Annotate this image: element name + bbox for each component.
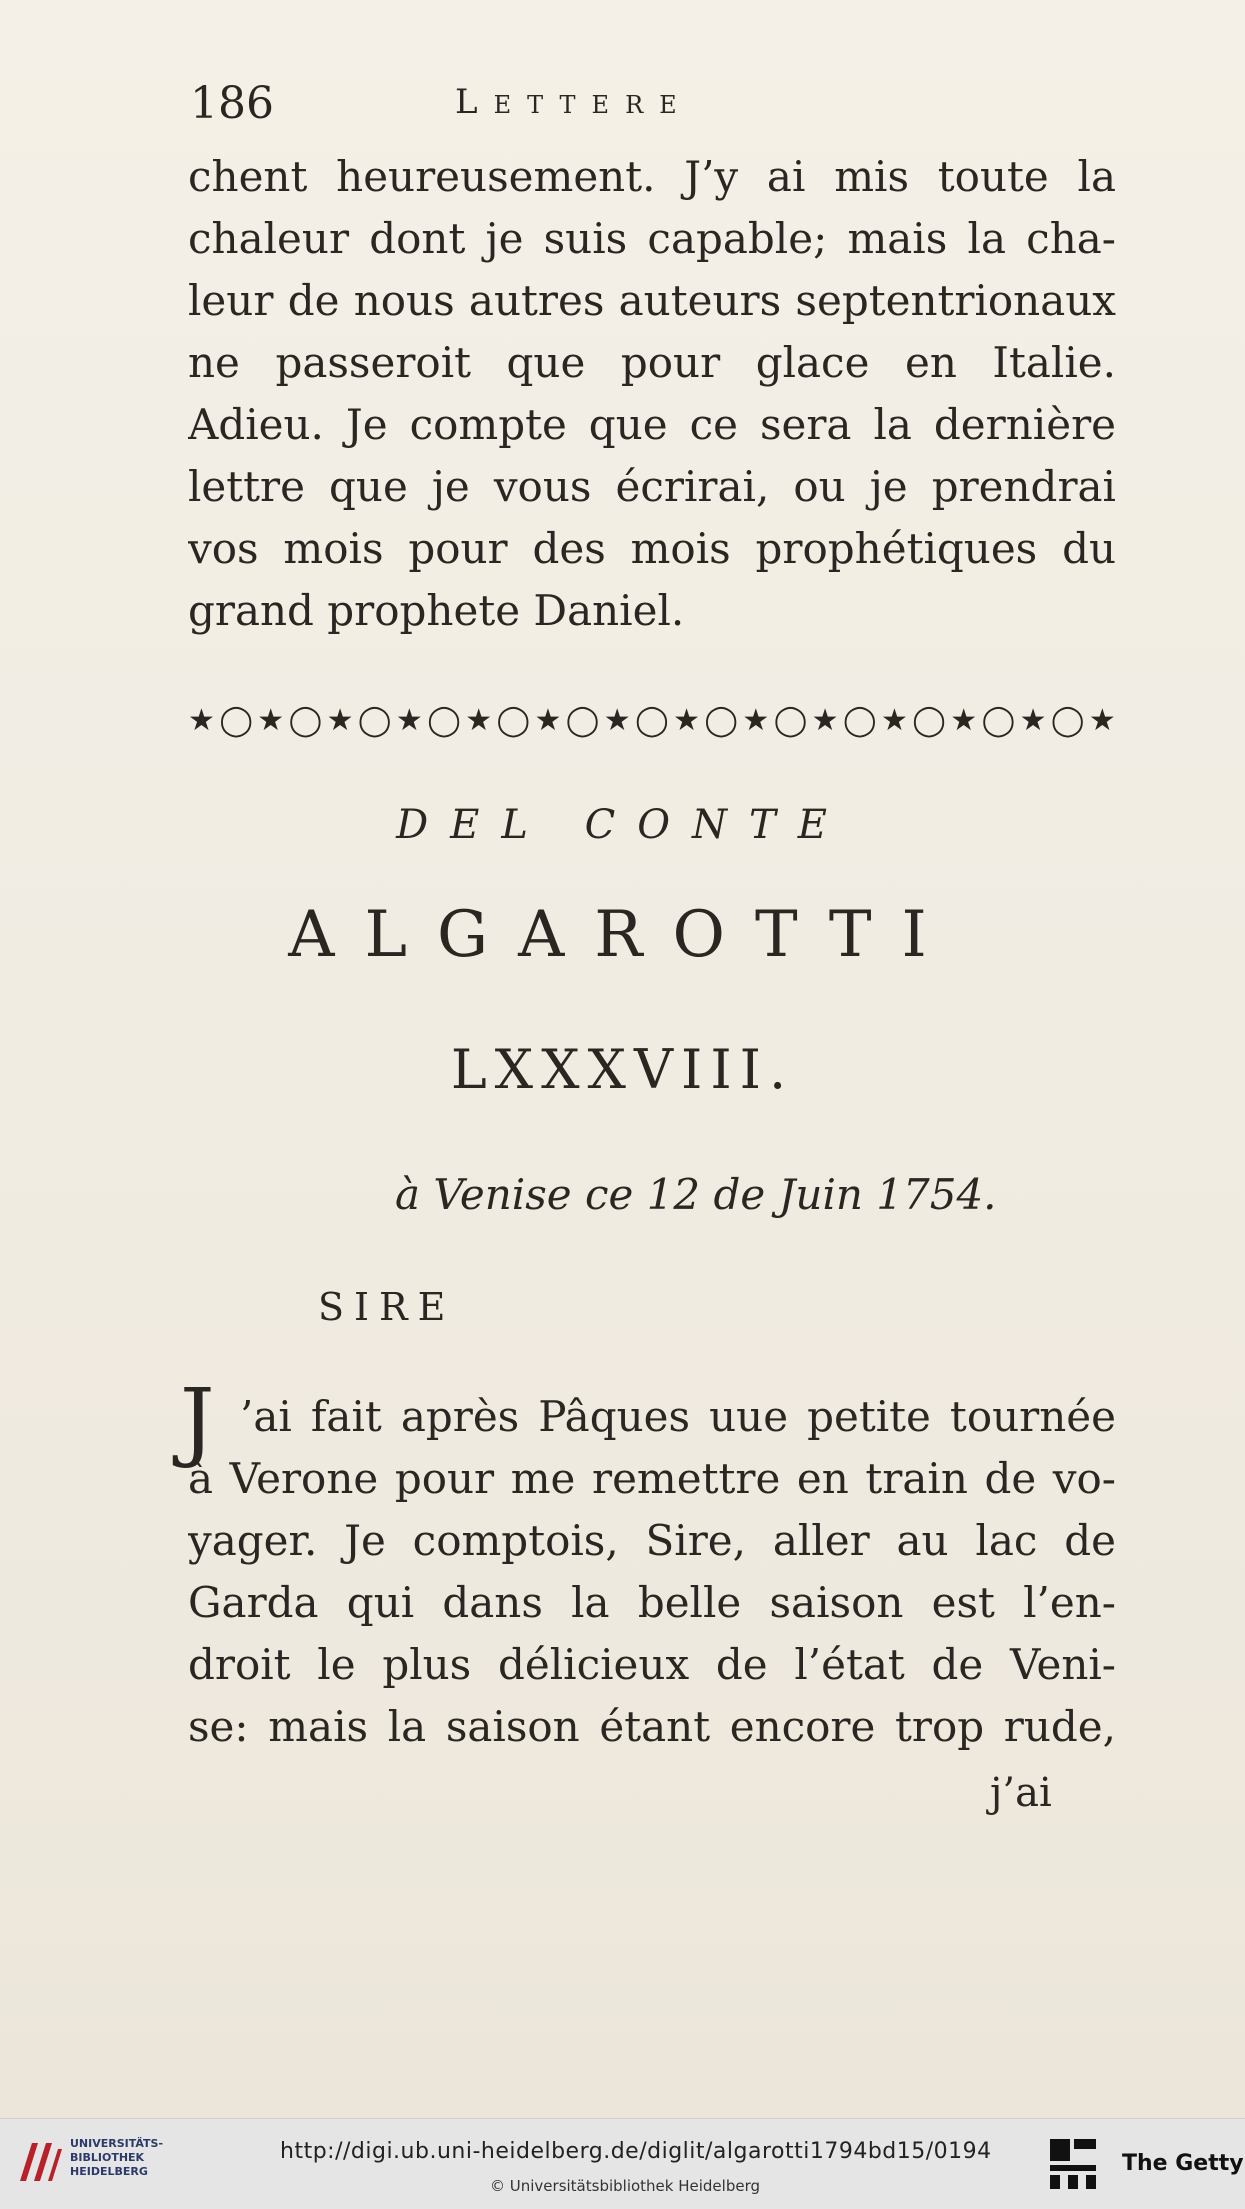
text-line: ’ai fait après Pâques uue petite tournée	[240, 1392, 1116, 1441]
star-ornament-icon: ★	[603, 702, 631, 738]
getty-logo-icon[interactable]	[1048, 2135, 1100, 2191]
oval-ornament-icon: ◯	[427, 702, 461, 738]
copyright-notice: © Universitätsbibliothek Heidelberg	[490, 2177, 761, 2195]
text-line: vos mois pour des mois prophétiques du	[188, 524, 1116, 573]
letter-number: LXXXVIII.	[450, 1038, 795, 1101]
text-line: Adieu. Je compte que ce sera la dernière	[188, 400, 1116, 449]
library-seal-icon	[14, 2135, 64, 2189]
oval-ornament-icon: ◯	[912, 702, 946, 738]
oval-ornament-icon: ◯	[357, 702, 392, 738]
star-ornament-icon: ★	[880, 702, 908, 738]
ornament-divider	[188, 702, 1116, 738]
oval-ornament-icon: ◯	[981, 702, 1016, 738]
catchword: j’ai	[990, 1770, 1052, 1816]
star-ornament-icon: ★	[395, 702, 423, 738]
star-ornament-icon: ★	[534, 702, 562, 738]
text-line: lettre que je vous écrirai, ou je prendrai	[188, 462, 1116, 511]
oval-ornament-icon: ◯	[496, 702, 531, 738]
dateline: à Venise ce 12 de Juin 1754.	[395, 1170, 997, 1219]
star-ornament-icon: ★	[742, 702, 770, 738]
running-title: Lettere	[455, 82, 693, 122]
institution-line: HEIDELBERG	[70, 2165, 148, 2178]
page-number: 186	[190, 78, 274, 129]
star-ornament-icon: ★	[1088, 702, 1116, 738]
paragraph-2	[188, 1448, 1116, 1758]
text-line: à Verone pour me remettre en train de vo-	[188, 1454, 1116, 1503]
paragraph-2-first-line	[240, 1386, 1116, 1448]
permalink-url[interactable]: http://digi.ub.uni-heidelberg.de/diglit/algarotti1794bd15/0194	[280, 2139, 992, 2164]
star-ornament-icon: ★	[1019, 702, 1047, 738]
star-ornament-icon: ★	[811, 702, 839, 738]
letter-author-prefix: DEL CONTE	[396, 802, 849, 848]
text-line: chaleur dont je suis capable; mais la cha-	[188, 214, 1116, 263]
oval-ornament-icon: ◯	[704, 702, 738, 738]
text-line: leur de nous autres auteurs septentrionaux	[188, 276, 1116, 325]
oval-ornament-icon: ◯	[842, 702, 877, 738]
page-header	[190, 78, 1130, 138]
oval-ornament-icon: ◯	[288, 702, 323, 738]
oval-ornament-icon: ◯	[635, 702, 669, 738]
star-ornament-icon: ★	[326, 702, 354, 738]
text-line: Garda qui dans la belle saison est l’en-	[188, 1578, 1116, 1627]
viewer-footer	[0, 2118, 1245, 2209]
oval-ornament-icon: ◯	[773, 702, 808, 738]
institution-line: BIBLIOTHEK	[70, 2151, 145, 2164]
partner-name[interactable]: The Getty	[1122, 2151, 1244, 2176]
star-ornament-icon: ★	[673, 702, 700, 738]
letter-author-name: ALGAROTTI	[288, 898, 957, 972]
institution-line: UNIVERSITÄTS-	[70, 2137, 164, 2150]
oval-ornament-icon: ◯	[1050, 702, 1085, 738]
star-ornament-icon: ★	[257, 702, 285, 738]
oval-ornament-icon: ◯	[565, 702, 600, 738]
text-line: ne passeroit que pour glace en Italie.	[188, 338, 1116, 387]
university-library-logo[interactable]	[14, 2133, 164, 2193]
text-line: chent heureusement. J’y ai mis toute la	[188, 152, 1116, 201]
salutation: SIRE	[318, 1285, 456, 1329]
star-ornament-icon: ★	[188, 702, 215, 738]
institution-name	[70, 2137, 163, 2179]
paragraph-1	[188, 146, 1116, 642]
text-line: grand prophete Daniel.	[188, 586, 685, 635]
text-line: yager. Je comptois, Sire, aller au lac de	[188, 1516, 1116, 1565]
text-line: se: mais la saison étant encore trop rude,	[188, 1702, 1116, 1751]
text-line: droit le plus délicieux de l’état de Veni-	[188, 1640, 1116, 1689]
star-ornament-icon: ★	[465, 702, 493, 738]
drop-cap: J	[180, 1371, 215, 1471]
star-ornament-icon: ★	[950, 702, 978, 738]
oval-ornament-icon: ◯	[219, 702, 253, 738]
